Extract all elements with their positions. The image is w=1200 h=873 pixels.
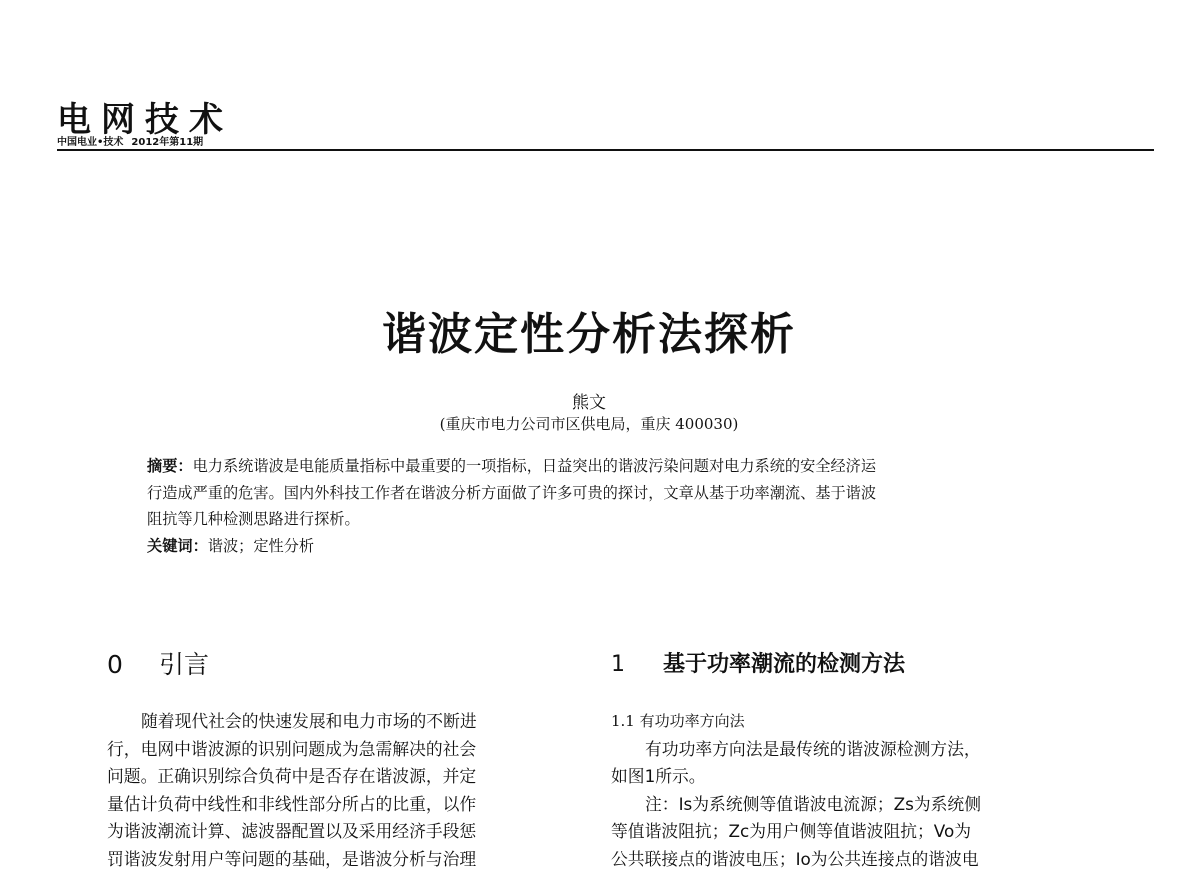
paragraph-line: 如图1所示。 bbox=[611, 763, 1081, 791]
section-title: 基于功率潮流的检测方法 bbox=[663, 652, 905, 677]
section-0-body bbox=[107, 708, 567, 873]
paragraph-line: 量估计负荷中线性和非线性部分所占的比重，以作 bbox=[107, 791, 567, 819]
paragraph-line: 公共联接点的谐波电压；Io为公共连接点的谐波电 bbox=[611, 846, 1081, 873]
section-1-body bbox=[611, 708, 1081, 873]
section-0-heading bbox=[107, 645, 209, 681]
paragraph-line: 注：Is为系统侧等值谐波电流源；Zs为系统侧 bbox=[611, 791, 1081, 819]
journal-issue: 2012年第11期 bbox=[131, 137, 203, 148]
abstract-text: 电力系统谐波是电能质量指标中最重要的一项指标，日益突出的谐波污染问题对电力系统的安全经济运 bbox=[193, 457, 876, 475]
journal-name: 电网技术 bbox=[57, 92, 233, 141]
paragraph-line: 有功功率方向法是最传统的谐波源检测方法， bbox=[611, 736, 1081, 764]
paragraph-line: 为谐波潮流计算、滤波器配置以及采用经济手段惩 bbox=[107, 818, 567, 846]
abstract-block bbox=[147, 453, 1057, 559]
article-affiliation: (重庆市电力公司市区供电局，重庆 400030) bbox=[0, 413, 1178, 434]
paragraph-line: 随着现代社会的快速发展和电力市场的不断进 bbox=[107, 708, 567, 736]
journal-issue-line bbox=[57, 133, 203, 148]
section-1-heading bbox=[611, 647, 905, 678]
abstract-line bbox=[147, 453, 1057, 480]
article-title: 谐波定性分析法探析 bbox=[0, 298, 1178, 362]
keywords-label: 关键词： bbox=[147, 537, 208, 555]
abstract-line: 阻抗等几种检测思路进行探析。 bbox=[147, 506, 1057, 533]
keywords-line bbox=[147, 533, 1057, 560]
header-rule bbox=[57, 149, 1154, 151]
journal-publisher: 中国电业•技术 bbox=[57, 137, 123, 148]
paragraph-line: 问题。正确识别综合负荷中是否存在谐波源，并定 bbox=[107, 763, 567, 791]
keywords-text: 谐波；定性分析 bbox=[208, 537, 314, 555]
paragraph-line: 行，电网中谐波源的识别问题成为急需解决的社会 bbox=[107, 736, 567, 764]
paragraph-line: 罚谐波发射用户等问题的基础，是谐波分析与治理 bbox=[107, 846, 567, 873]
paragraph-line: 等值谐波阻抗；Zc为用户侧等值谐波阻抗；Vo为 bbox=[611, 818, 1081, 846]
article-author: 熊文 bbox=[0, 388, 1178, 413]
section-number: 0 bbox=[107, 650, 159, 679]
abstract-line: 行造成严重的危害。国内外科技工作者在谐波分析方面做了许多可贵的探讨，文章从基于功率潮流、基于谐波 bbox=[147, 480, 1057, 507]
section-number: 1 bbox=[611, 652, 663, 677]
subsection-heading: 1.1 有功功率方向法 bbox=[611, 708, 1081, 736]
abstract-label: 摘要： bbox=[147, 457, 193, 475]
section-title: 引言 bbox=[159, 650, 209, 679]
